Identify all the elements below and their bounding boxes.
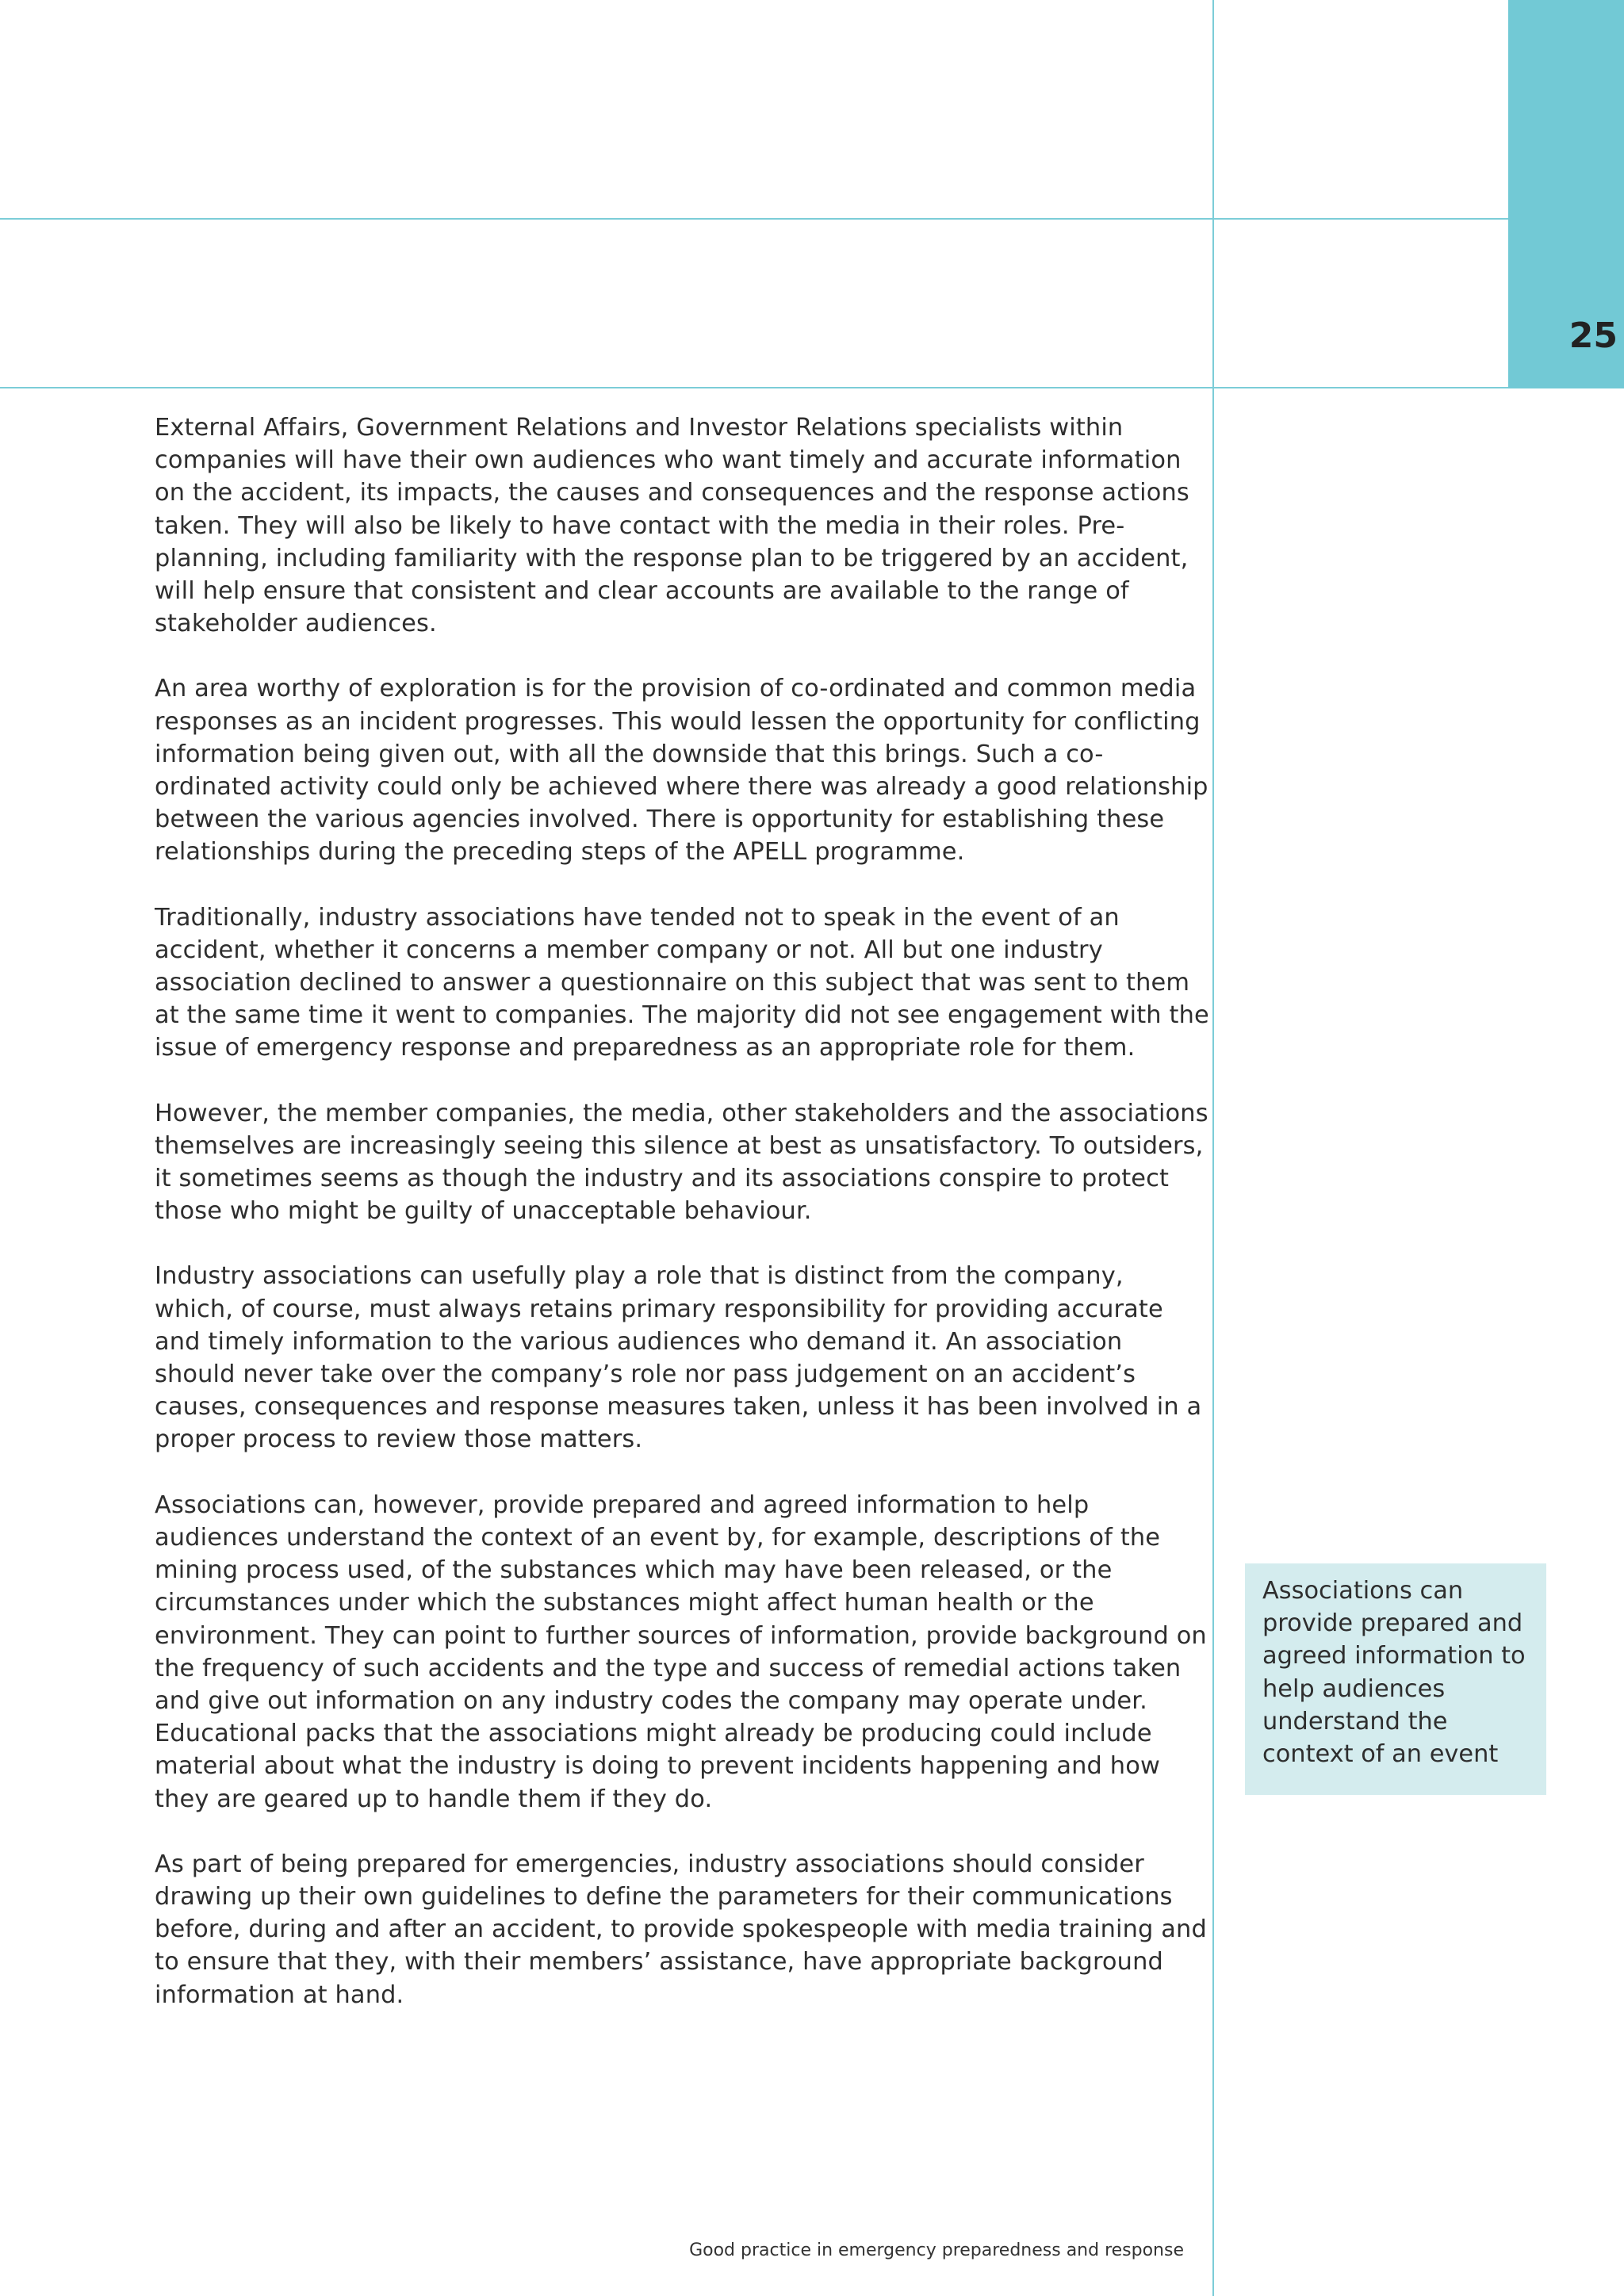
body-paragraph: An area worthy of exploration is for the provision of co-ordinated and common media responses as an incident progresses. This would lessen the opportunity for conflicting information being given out, with all the downside that this brings. Such a co-ordinated activity could only be achieved where there was already a good relationship between the various agencies involved. There is opportunity for establishing these relationships during the preceding steps of the APELL programme. — [155, 675, 1208, 867]
pull-quote-text: Associations can provide prepared and agreed information to help audiences understand the context of an event — [1262, 1577, 1526, 1769]
body-paragraph: Associations can, however, provide prepared and agreed information to help audiences understand the context of an event by, for example, descriptions of the mining process used, of the substances which may have been released, or the circumstances under which the substances might affect human health or the environment. They can point to further sources of information, provide background on the frequency of such accidents and the type and success of remedial actions taken and give out information on any industry codes the company may operate under. Educational packs that the associations might already be producing could include material about what the industry is doing to prevent incidents happening and how they are geared up to handle them if they do. — [155, 1490, 1207, 1813]
header-horizontal-rule — [0, 387, 1508, 388]
top-horizontal-rule — [0, 218, 1508, 220]
footer-title: Good practice in emergency preparedness and response — [689, 2241, 1184, 2260]
pull-quote-box — [1245, 1563, 1546, 1795]
column-vertical-rule — [1212, 0, 1214, 2296]
body-paragraph: Industry associations can usefully play a role that is distinct from the company, which, of course, must always retains primary responsibility for providing accurate and timely information to the various audiences who demand it. An association should never take over the company’s role nor pass judgement on an accident’s causes, consequences and response measures taken, unless it has been involved in a proper process to review those matters. — [155, 1262, 1202, 1454]
body-paragraph: As part of being prepared for emergencies, industry associations should consider drawing up their own guidelines to define the parameters for their communications before, during and after an accident, to provide spokespeople with media training and to ensure that they, with their members’ assistance, have appropriate background information at hand. — [155, 1850, 1207, 2009]
main-text-column — [155, 411, 1209, 2044]
body-paragraph: However, the member companies, the media, other stakeholders and the associations themselves are increasingly seeing this silence at best as unsatisfactory. To outsiders, it sometimes seems as though the industry and its associations conspire to protect those who might be guilty of unacceptable behaviour. — [155, 1099, 1208, 1226]
body-paragraph: Traditionally, industry associations have tended not to speak in the event of an accident, whether it concerns a member company or not. All but one industry association declined to answer a questionnaire on this subject that was sent to them at the same time it went to companies. The majority did not see engagement with the issue of emergency response and preparedness as an appropriate role for them. — [155, 903, 1209, 1062]
page-number: 25 — [1568, 316, 1618, 356]
body-paragraph: External Affairs, Government Relations and Investor Relations specialists within companies will have their own audiences who want timely and accurate information on the accident, its impacts, the causes and consequences and the response actions taken. They will also be likely to have contact with the media in their roles. Pre-planning, including familiarity with the response plan to be triggered by an accident, will help ensure that consistent and clear accounts are available to the range of stakeholder audiences. — [155, 414, 1189, 638]
